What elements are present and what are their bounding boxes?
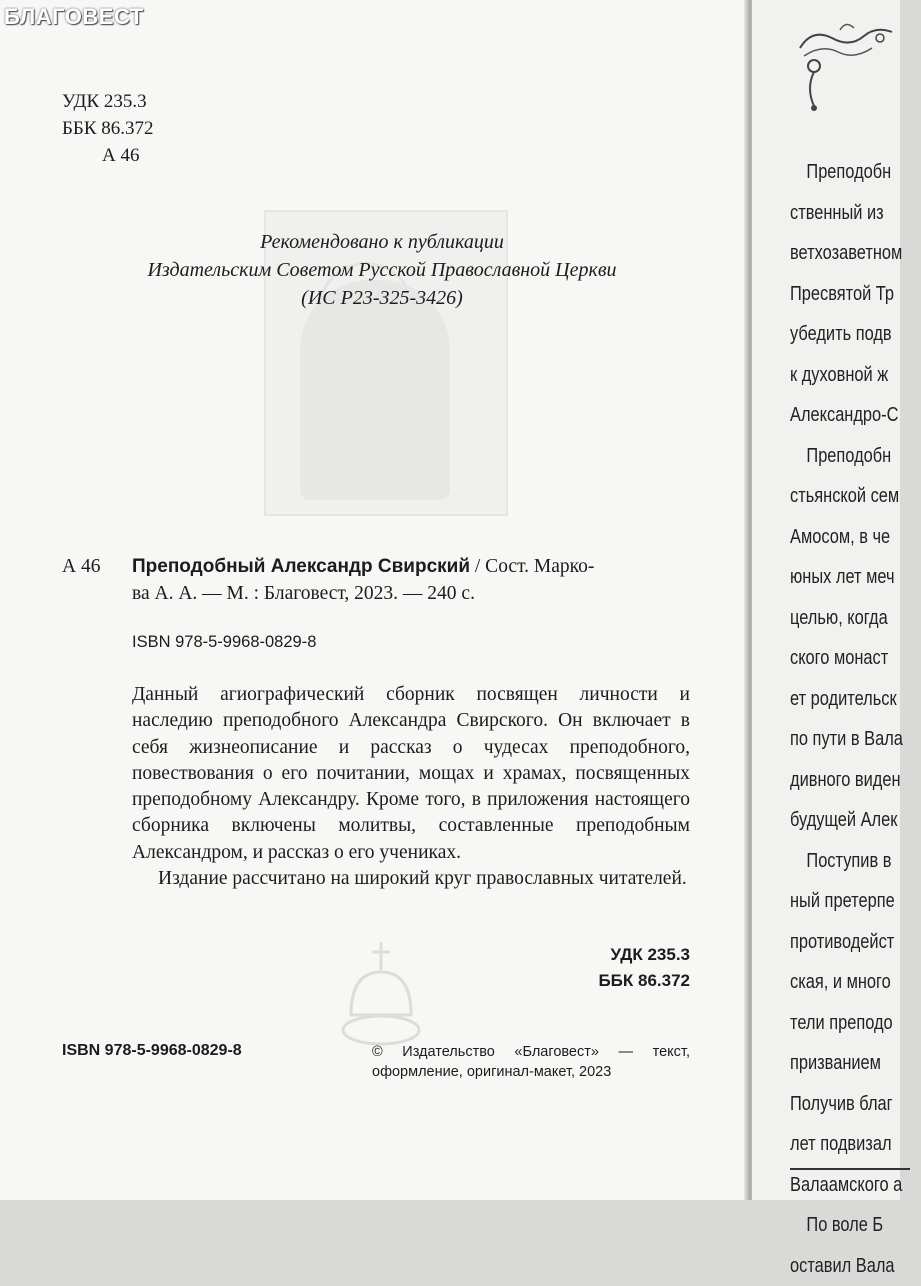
right-page-line: ет родительск <box>790 679 921 720</box>
copyright-notice: © Издательство «Благовест» — текст, оформление, оригинал-макет, 2023 <box>372 1042 690 1082</box>
watermark-logo: БЛАГОВЕСТ <box>4 4 144 30</box>
right-page-line: Получив благ <box>790 1084 921 1125</box>
right-page-line: ный претерпе <box>790 881 921 922</box>
right-page-line: лет подвизал <box>790 1124 921 1165</box>
right-page-line: Валаамского а <box>790 1165 921 1206</box>
abstract <box>132 682 690 892</box>
right-page-line: Амосом, в че <box>790 517 921 558</box>
bibliographic-rest-line-1: / Сост. Марко- <box>470 556 594 577</box>
right-page-rule <box>790 1168 910 1170</box>
isbn: ISBN 978-5-9968-0829-8 <box>132 633 316 652</box>
bibliographic-record <box>62 553 690 607</box>
author-mark: А 46 <box>62 142 154 169</box>
right-page-line: ского монаст <box>790 638 921 679</box>
right-page <box>752 0 900 1200</box>
right-page-line: Александро-С <box>790 395 921 436</box>
right-page-line: призванием <box>790 1043 921 1084</box>
right-page-line: по пути в Вала <box>790 719 921 760</box>
right-page-line: юных лет меч <box>790 557 921 598</box>
bbk-code-bottom: ББК 86.372 <box>520 968 690 994</box>
show-through-figure <box>300 280 450 500</box>
right-page-line: Пресвятой Тр <box>790 274 921 315</box>
recommendation-line-3: (ИС Р23-325-3426) <box>100 284 664 312</box>
book-title: Преподобный Александр Свирский <box>132 556 470 577</box>
right-page-line: ственный из <box>790 193 921 234</box>
right-page-line: ская, и много <box>790 962 921 1003</box>
recommendation-line-1: Рекомендовано к публикации <box>100 228 664 256</box>
isbn-bottom: ISBN 978-5-9968-0829-8 <box>62 1042 242 1060</box>
right-page-line: Преподобн <box>790 152 921 193</box>
ornament-icon <box>792 8 900 118</box>
right-page-line: к духовной ж <box>790 355 921 396</box>
right-page-line: Преподобн <box>790 436 921 477</box>
bibliographic-code: А 46 <box>62 553 100 580</box>
right-page-line: противодейст <box>790 922 921 963</box>
classification-codes-top <box>62 88 154 169</box>
right-page-line: ветхозаветном <box>790 233 921 274</box>
right-page-line: оставил Вала <box>790 1246 921 1286</box>
recommendation-line-2: Издательским Советом Русской Православной Церкви <box>100 256 664 284</box>
right-page-line: тели преподо <box>790 1003 921 1044</box>
right-page-line: целью, когда <box>790 598 921 639</box>
publication-recommendation <box>100 228 664 312</box>
bbk-code: ББК 86.372 <box>62 115 154 142</box>
right-page-line: дивного виден <box>790 760 921 801</box>
right-page-line: будущей Алек <box>790 800 921 841</box>
right-page-line: убедить подв <box>790 314 921 355</box>
abstract-paragraph-1: Данный агиографический сборник посвящен личности и наследию преподобного Александра Свирского. Он включает в себя жизнеописание и рассказ о чудесах преподобного, повествования о его почитании, мощах и храмах, посвященных преподобному Александру. Кроме того, в приложения настоящего сборника включены молитвы, составленные преподобным Александром, и рассказ о его учениках. <box>132 682 690 866</box>
right-page-text <box>790 152 921 1286</box>
right-page-line: стьянской сем <box>790 476 921 517</box>
right-page-line: По воле Б <box>790 1205 921 1246</box>
udk-code: УДК 235.3 <box>62 88 154 115</box>
abstract-paragraph-2: Издание рассчитано на широкий круг православных читателей. <box>132 866 690 892</box>
udk-code-bottom: УДК 235.3 <box>520 942 690 968</box>
classification-codes-bottom <box>520 942 690 994</box>
bibliographic-line-2: ва А. А. — М. : Благовест, 2023. — 240 с. <box>132 580 690 607</box>
right-page-line: Поступив в <box>790 841 921 882</box>
